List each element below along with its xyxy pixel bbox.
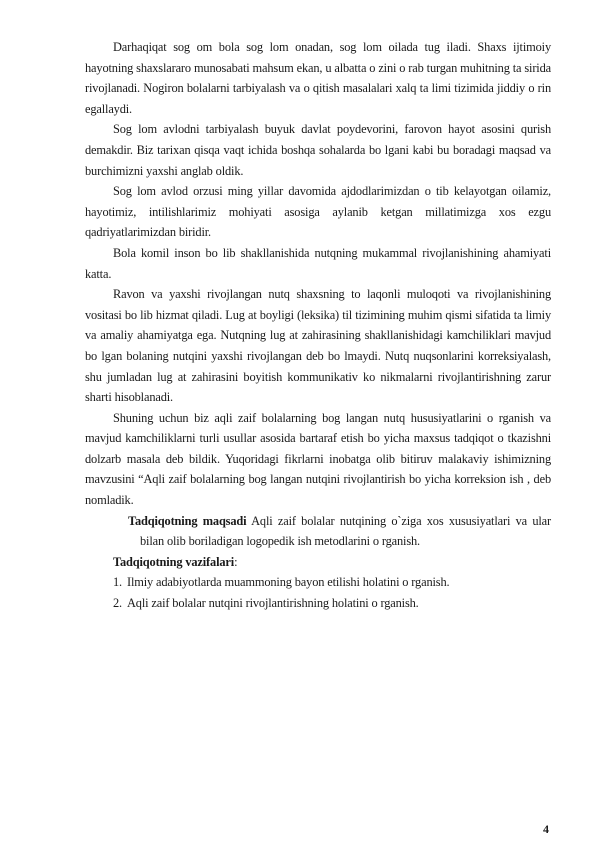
paragraph-3: Sog lom avlod orzusi ming yillar davomida ajdodlarimizdan o tib kelayotgan oilamiz, hayotimiz, intilishlarimiz mohiyati asosiga aylanib ketgan millatimizga xos ezgu qadriyatlarimizdan biridir. bbox=[85, 184, 551, 240]
page-number: 4 bbox=[543, 822, 549, 836]
research-tasks-heading bbox=[113, 552, 551, 573]
task-text: Ilmiy adabiyotlarda muammoning bayon etilishi holatini o rganish. bbox=[127, 575, 450, 590]
research-tasks-colon: : bbox=[234, 554, 238, 569]
task-text: Aqli zaif bolalar nutqini rivojlantirishning holatini o rganish. bbox=[127, 596, 419, 611]
paragraph-6: Shuning uchun biz aqli zaif bolalarning bog langan nutq hususiyatlarini o rganish va mavjud kamchiliklarni turli usullar asosida bartaraf etish bo yicha maxsus tadqiqot o tkazishni dolzarb masala deb bildik. Yuqoridagi fikrlarni inobatga olib bitiruv malakaviy ishimizning mavzusini “Aqli zaif bolalarning bog langan nutqini rivojlantirish bo yicha korreksion ish , deb nomladik. bbox=[85, 410, 551, 508]
research-aim-text: Aqli zaif bolalar nutqining o`ziga xos xususiyatlari va ular bilan olib boriladigan logopedik ish metodlarini o rganish. bbox=[140, 513, 551, 549]
body-text bbox=[85, 37, 551, 614]
task-item bbox=[113, 572, 551, 593]
task-number: 1. bbox=[113, 575, 122, 590]
paragraph-4: Bola komil inson bo lib shakllanishida nutqning mukammal rivojlanishining ahamiyati katta. bbox=[85, 245, 551, 281]
research-aim-label: Tadqiqotning maqsadi bbox=[128, 513, 247, 528]
task-item bbox=[113, 593, 551, 614]
paragraph-1: Darhaqiqat sog om bola sog lom onadan, sog lom oilada tug iladi. Shaxs ijtimoiy hayotning shaxslararo munosabati mahsum ekan, u albatta o zini o rab turgan muhitning ta sirida rivojlanadi. Nogiron bolalarni tarbiyalash va o qitish masalalari xalq ta limi tizimida jiddiy o rin egallaydi. bbox=[85, 40, 551, 116]
paragraph-2: Sog lom avlodni tarbiyalash buyuk davlat poydevorini, farovon hayot asosini qurish demakdir. Biz tarixan qisqa vaqt ichida boshqa sohalarda bo lgani kabi bu boradagi maqsad va burchimizni yaxshi anglab oldik. bbox=[85, 122, 551, 178]
research-tasks-label: Tadqiqotning vazifalari bbox=[113, 554, 235, 569]
paragraph-5: Ravon va yaxshi rivojlangan nutq shaxsning to laqonli muloqoti va rivojlanishining vositasi bo lib hizmat qiladi. Lug at boyligi (leksika) til tizimining muhim qismi sifatida ta limiy va amaliy ahamiyatga ega. Nutqning lug at zahirasining shakllanishidagi kamchiliklari mavjud bo lgan bolaning nutqini yaxshi rivojlangan deb bo lmaydi. Nutq nuqsonlarini korreksiyalash, shu jumladan lug at zahirasini boyitish kommunikativ ko nikmalarni rivojlantirishning zarur sharti hisoblanadi. bbox=[85, 287, 551, 405]
task-number: 2. bbox=[113, 596, 122, 611]
research-aim bbox=[128, 511, 551, 552]
